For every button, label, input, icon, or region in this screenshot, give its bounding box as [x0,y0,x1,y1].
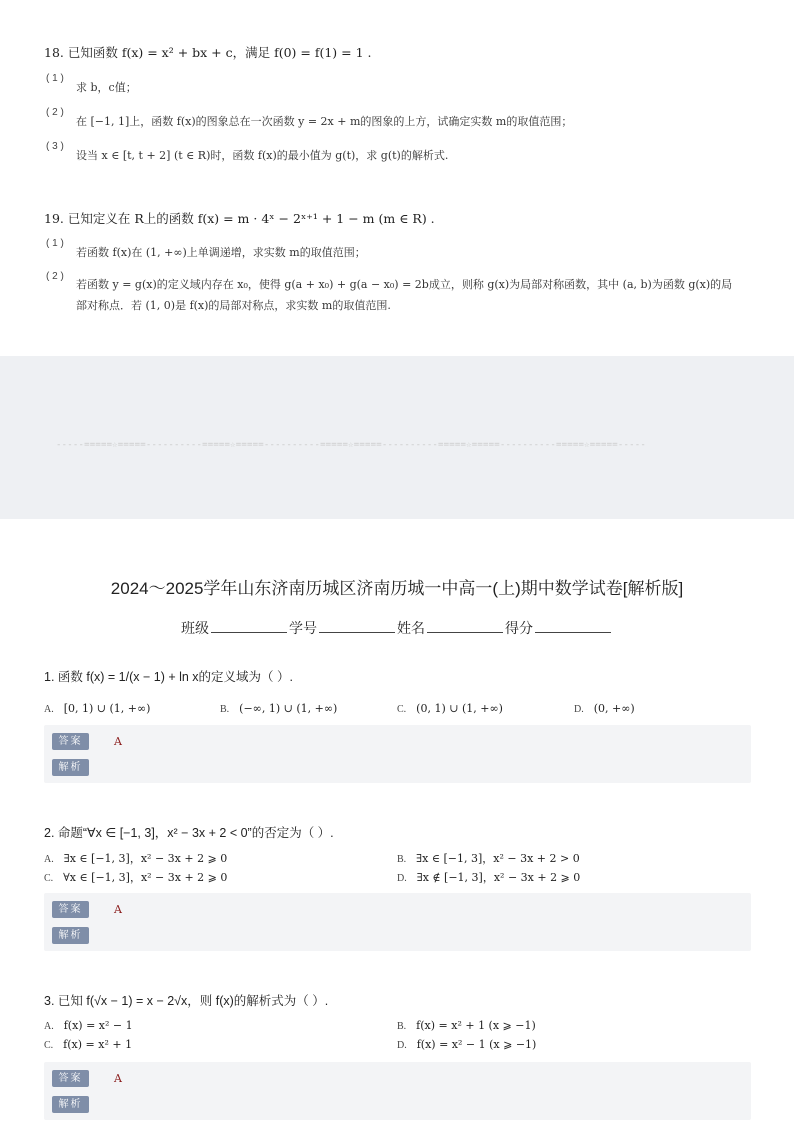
option-text: f(x) = x² − 1 [63,1019,133,1032]
q19-sub1-number: ( 1 ) [46,238,64,249]
option-text: f(x) = x² − 1 (x ⩾ −1) [416,1038,537,1051]
q2-option-a[interactable] [44,850,227,866]
option-text: ∃x ∈ [−1, 3]，x² − 3x + 2 > 0 [416,852,580,865]
student-id-label: 学号 [289,620,317,636]
option-letter: C. [397,704,407,715]
q3-answer-box [44,1062,751,1120]
q3-option-d[interactable] [397,1038,536,1051]
analysis-toggle-button[interactable]: 解析 [52,759,89,776]
option-letter: A. [44,1021,54,1032]
option-letter: C. [44,873,54,884]
q19-sub2-text: 若函数 y = g(x)的定义域内存在 x₀，使得 g(a + x₀) + g(a − x₀) = 2b成立，则称 g(x)为局部对称函数，其中 (a, b)为函数 g(x)的局部对称点．若 (1, 0)是 f(x)的局部对称点，求实数 m的取值范围. [76,278,733,312]
q18-sub3-text: 设当 x ∈ [t, t + 2] (t ∈ R)时，函数 f(x)的最小值为 g(t)，求 g(t)的解析式. [76,149,449,162]
q2-option-d[interactable] [397,869,580,885]
q1-option-d[interactable] [574,702,635,715]
q2-option-b[interactable] [397,850,580,866]
q18-sub2-text: 在 [−1, 1]上，函数 f(x)的图象总在一次函数 y = 2x + m的图象的上方，试确定实数 m的取值范围； [76,115,573,128]
option-letter: C. [44,1040,54,1051]
score-label: 得分 [505,620,533,636]
q2-answer-box [44,893,751,951]
q1-answer-box [44,725,751,783]
page-divider-line: -----=====☆=====----------=====☆=====----------=====☆=====----------=====☆=====----------=====☆=====----- [56,440,646,450]
q18-sub3-number: ( 3 ) [46,141,64,152]
q18-sub1-text: 求 b，c值； [76,81,137,94]
q2-option-c[interactable] [44,869,227,885]
option-text: [0, 1) ∪ (1, +∞) [63,702,151,715]
q1-option-c[interactable] [397,702,503,715]
q18-sub2-number: ( 2 ) [46,107,64,118]
option-letter: B. [397,1021,407,1032]
option-text: ∃x ∈ [−1, 3]，x² − 3x + 2 ⩾ 0 [63,852,228,865]
option-text: ∀x ∈ [−1, 3]，x² − 3x + 2 ⩾ 0 [63,871,228,884]
option-letter: D. [574,704,584,715]
q19-sub1-text: 若函数 f(x)在 (1, +∞)上单调递增，求实数 m的取值范围； [76,246,366,259]
option-letter: B. [397,854,407,865]
answer-toggle-button[interactable]: 答案 [52,733,89,750]
q2-title: 2. 命题“∀x ∈ [−1, 3]，x² − 3x + 2 < 0”的否定为（ ）. [44,826,334,840]
q19-sub2-number: ( 2 ) [46,271,64,282]
option-letter: A. [44,704,54,715]
student-info-line [0,618,794,638]
q3-option-c[interactable] [44,1038,132,1051]
q18-title: 18. 已知函数 f(x) = x² + bx + c，满足 f(0) = f(1) = 1 . [44,45,372,60]
page-divider [0,356,794,519]
option-text: f(x) = x² + 1 [63,1038,133,1051]
answer-toggle-button[interactable]: 答案 [52,901,89,918]
option-text: (0, +∞) [593,702,635,715]
option-text: (0, 1) ∪ (1, +∞) [416,702,503,715]
option-letter: D. [397,1040,407,1051]
answer-value: A [114,903,122,916]
q1-title: 1. 函数 f(x) = 1/(x − 1) + ln x的定义域为（ ）. [44,670,294,684]
q1-option-a[interactable] [44,702,150,715]
analysis-toggle-button[interactable]: 解析 [52,1096,89,1113]
student-id-blank [319,620,395,633]
class-blank [211,620,287,633]
q19-title: 19. 已知定义在 R上的函数 f(x) = m · 4ˣ − 2ˣ⁺¹ + 1 − m (m ∈ R) . [44,211,435,226]
answer-value: A [114,735,122,748]
option-text: ∃x ∉ [−1, 3]，x² − 3x + 2 ⩾ 0 [416,871,581,884]
q1-option-b[interactable] [220,702,337,715]
paper-title: 2024～2025学年山东济南历城区济南历城一中高一(上)期中数学试卷[解析版] [110,579,684,598]
class-label: 班级 [181,620,209,636]
q3-title: 3. 已知 f(√x − 1) = x − 2√x，则 f(x)的解析式为（ ）. [44,994,329,1008]
q3-option-a[interactable] [44,1019,133,1032]
answer-value: A [114,1072,122,1085]
q3-option-b[interactable] [397,1019,536,1032]
answer-toggle-button[interactable]: 答案 [52,1070,89,1087]
q18-sub1-number: ( 1 ) [46,73,64,84]
option-letter: A. [44,854,54,865]
score-blank [535,620,611,633]
name-blank [427,620,503,633]
name-label: 姓名 [397,620,425,636]
option-letter: B. [220,704,230,715]
option-text: (−∞, 1) ∪ (1, +∞) [239,702,338,715]
option-letter: D. [397,873,407,884]
analysis-toggle-button[interactable]: 解析 [52,927,89,944]
option-text: f(x) = x² + 1 (x ⩾ −1) [416,1019,536,1032]
